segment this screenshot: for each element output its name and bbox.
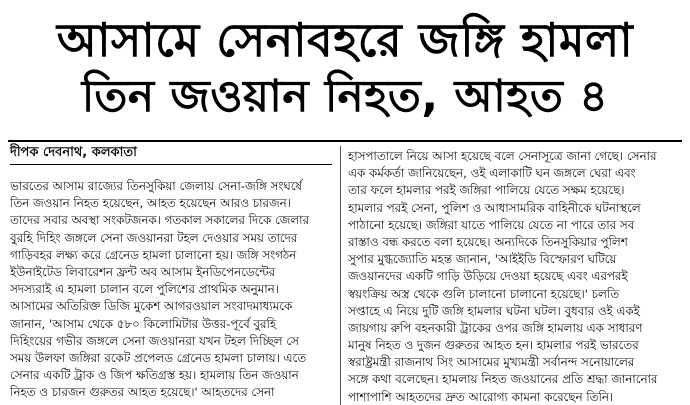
article-column-left xyxy=(10,178,342,401)
article-line: দিহিংয়ের গভীর জঙ্গলে সেনা জওয়ানরা যখন টহল দিচ্ছিল সে xyxy=(10,333,299,348)
article-line: জানান, 'আসাম থেকে ৫৮০ কিলোমিটার উত্তর-পূর্বে বুরহি xyxy=(10,316,277,331)
article-line: সুপার মুগ্ধজ্যোতি মহন্ত জানান, 'আইইডি বিস্ফোরণ ঘটিয়ে xyxy=(348,252,617,267)
article-line: আসামের অতিরিক্ত ডিজি মুকেশ আগরওয়াল সংবাদমাধ্যমকে xyxy=(10,299,293,314)
article-line: হাসপাতালে নিয়ে আসা হয়েছে বলে সেনাসূত্রে জানা গেছে। সেনার xyxy=(348,149,657,163)
article-line: জায়গায় রুপি বহনকারী ট্রাকের ওপর জঙ্গি হামলায় এক সাধারণ xyxy=(348,320,643,335)
article-line: স্বয়ংক্রিয় অস্ত্র থেকে গুলি চালানো চালানো হয়েছে।' চলতি xyxy=(348,286,620,301)
headline-line-2: তিন জওয়ান নিহত, আহত ৪ xyxy=(81,71,609,122)
article-line: ইউনাইটেড লিবারেশন ফ্রন্ট অব আসাম ইনডিপেনডেন্টের xyxy=(10,264,276,279)
article-line: সপ্তাহে এ নিয়ে দুটি জঙ্গি হামলার ঘটনা ঘটল। বুধবার ওই একই xyxy=(348,303,640,318)
article-line: তাদের সবার অবস্থা সংকটজনক। গতকাল সকালের দিকে জেলার xyxy=(10,213,309,228)
headline-line-1: আসামে সেনাবহরে জঙ্গি হামলা xyxy=(56,13,634,67)
article-line: পাশাপাশি আহতদের দ্রুত আরোগ্য কামনা করেছেন তিনি। xyxy=(348,389,614,404)
article-line: স্বরাষ্ট্রমন্ত্রী রাজনাথ সিং আসামের মুখ্যমন্ত্রী সর্বানন্দ সনোয়ালের xyxy=(348,355,635,370)
article-line: হামলার পরই সেনা, পুলিশ ও আধাসামরিক বাহিনীকে ঘটনাস্থলে xyxy=(348,200,641,215)
article-line: ভারতের আসাম রাজ্যের তিনসুকিয়া জেলায় সেনা-জঙ্গি সংঘর্ষে xyxy=(10,179,302,193)
article-line: সদস্যরাই এ হামলা চালান বলে পুলিশের প্রাথমিক অনুমান। xyxy=(10,282,279,297)
article-line: নিহত ও চারজন গুরুতর আহত হয়েছে।' আহতদের সেনা xyxy=(10,385,275,400)
article-line: সঙ্গে কথা বলেছেন। হামলায় নিহত জওয়ানের প্রতি শ্রদ্ধা জানানোর xyxy=(348,372,658,387)
headline-rule xyxy=(8,140,682,142)
article-column-right xyxy=(348,148,680,405)
byline-rule xyxy=(10,164,332,165)
article-line: সময় উলফা জঙ্গিরা রকেট প্রপেলড গ্রেনেড হামলা চালায়। এতে xyxy=(10,350,307,365)
article-line: তার ফলে হামলার পরই জঙ্গিরা পালিয়ে যেতে সক্ষম হয়েছে। xyxy=(348,183,625,198)
article-line: এক কর্মকর্তা জানিয়েছেন, ওই এলাকাটি ঘন জঙ্গলে ঘেরা এবং xyxy=(348,166,636,181)
article-line: সেনার একটি ট্রাক ও জিপ ক্ষতিগ্রস্ত হয়। হামলায় তিন জওয়ান xyxy=(10,368,299,383)
article-line: জওয়ানদের একটি গাড়ি উড়িয়ে দেওয়া হয়েছে এবং এরপরই xyxy=(348,269,628,284)
article-line: বুরহি দিহিং জঙ্গলে সেনা জওয়ানরা টহল দেওয়ার সময় তাদের xyxy=(10,230,298,245)
article-line: পাঠানো হয়েছে। জঙ্গিরা যাতে পালিয়ে যেতে না পারে তার সব xyxy=(348,217,635,232)
article-line: মানুষ নিহত ও দুজন গুরুতর আহত হন। হামলার পরই ভারতের xyxy=(348,338,639,353)
byline: দীপক দেবনাথ, কলকাতা xyxy=(10,145,137,160)
article-line: রাস্তাও বন্ধ করতে বলা হয়েছে। অন্যদিকে তিনসুকিয়ার পুলিশ xyxy=(348,234,628,249)
article-line: গাড়িবহর লক্ষ্য করে গ্রেনেড হামলা চালানো হয়। জঙ্গি সংগঠন xyxy=(10,247,297,262)
article-line: তিন জওয়ান নিহত হয়েছেন, আহত হয়েছেন আরও চারজন। xyxy=(10,196,291,211)
